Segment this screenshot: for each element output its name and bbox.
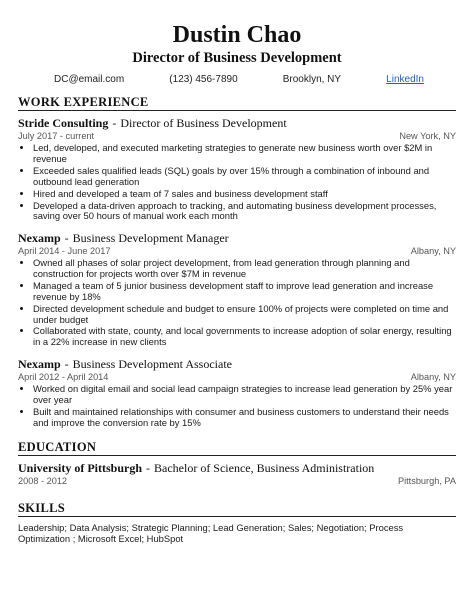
education-entry: [18, 461, 456, 487]
job-company: Nexamp: [18, 357, 61, 372]
job-dates: July 2017 - current: [18, 131, 95, 141]
job-meta: [18, 131, 456, 142]
job-title-line: Stride Consulting - Director of Business Development: [18, 116, 287, 130]
job-bullet: • Developed a data-driven approach to tracking, and automating business development processes, saving over 50 hours of manual work each month: [33, 201, 456, 223]
contact-phone: (123) 456-7890: [169, 74, 238, 85]
job-entry: [18, 357, 456, 428]
job-bullet: • Worked on digital email and social lead campaign strategies to increase lead generation by 25% year over year: [33, 384, 456, 406]
job-bullets: [18, 258, 456, 348]
job-company: Nexamp: [18, 231, 61, 246]
job-location: New York, NY: [399, 131, 456, 141]
job-company: Stride Consulting: [18, 116, 109, 130]
job-dates: April 2012 - April 2014: [18, 372, 109, 383]
job-bullet: • Owned all phases of solar project development, from lead generation through planning and construction for projects worth over $7M in revenue: [33, 258, 456, 280]
job-bullet: • Built and maintained relationships with consumer and business customers to understand their needs and improve the conversion rate by 15%: [33, 407, 456, 429]
linkedin-link[interactable]: LinkedIn: [386, 74, 424, 85]
candidate-name: Dustin Chao: [172, 22, 302, 48]
job-dates: April 2014 - June 2017: [18, 246, 111, 257]
job-entry: [18, 116, 456, 222]
job-bullet: • Exceeded sales qualified leads (SQL) goals by over 15% through a combination of inbound and outbound lead generation: [33, 166, 456, 188]
job-role: Director of Business Development: [120, 116, 287, 130]
experience-section: [18, 95, 456, 428]
candidate-headline: Director of Business Development: [132, 50, 342, 66]
job-role: Business Development Associate: [72, 357, 232, 372]
job-title-line: Nexamp - Business Development Associate: [18, 357, 232, 372]
job-bullet: • Led, developed, and executed marketing strategies to generate new business worth over $2M in revenue: [33, 143, 456, 165]
job-location: Albany, NY: [410, 372, 456, 383]
job-bullets: [18, 143, 456, 222]
job-role: Business Development Manager: [72, 231, 229, 246]
skills-heading: SKILLS: [18, 501, 456, 517]
job-bullet: • Managed a team of 5 junior business development staff to improve lead generation and increase revenue by 18%: [33, 281, 456, 303]
experience-heading: WORK EXPERIENCE: [18, 95, 456, 111]
education-title-line: University of Pittsburgh - Bachelor of Science, Business Administration: [18, 461, 375, 476]
job-bullet: • Collaborated with state, county, and local governments to increase adoption of solar energy, resulting in a 22% increase in new clients: [33, 326, 456, 348]
job-entry: [18, 231, 456, 348]
job-location: Albany, NY: [410, 246, 456, 257]
education-meta: [18, 476, 456, 487]
education-location: Pittsburgh, PA: [397, 476, 456, 487]
contact-row: [54, 74, 424, 86]
education-dates: 2008 - 2012: [18, 476, 68, 487]
education-school: University of Pittsburgh: [18, 461, 142, 476]
contact-email: DC@email.com: [54, 74, 125, 85]
education-degree: Bachelor of Science, Business Administration: [154, 461, 375, 476]
job-meta: [18, 372, 456, 383]
job-meta: [18, 246, 456, 257]
education-section: [18, 440, 456, 487]
contact-location: Brooklyn, NY: [282, 74, 342, 85]
education-heading: EDUCATION: [18, 440, 456, 456]
skills-list: Leadership; Data Analysis; Strategic Planning; Lead Generation; Sales; Negotiation; Process Optimization ; Microsoft Excel; HubSpot: [18, 522, 404, 545]
job-bullets: [18, 384, 456, 428]
job-title-line: Nexamp - Business Development Manager: [18, 231, 229, 246]
skills-section: [18, 501, 456, 544]
job-bullet: • Directed development schedule and budget to ensure 100% of projects were completed on time and under budget: [33, 304, 456, 326]
job-bullet: • Hired and developed a team of 7 sales and business development staff: [33, 189, 456, 200]
